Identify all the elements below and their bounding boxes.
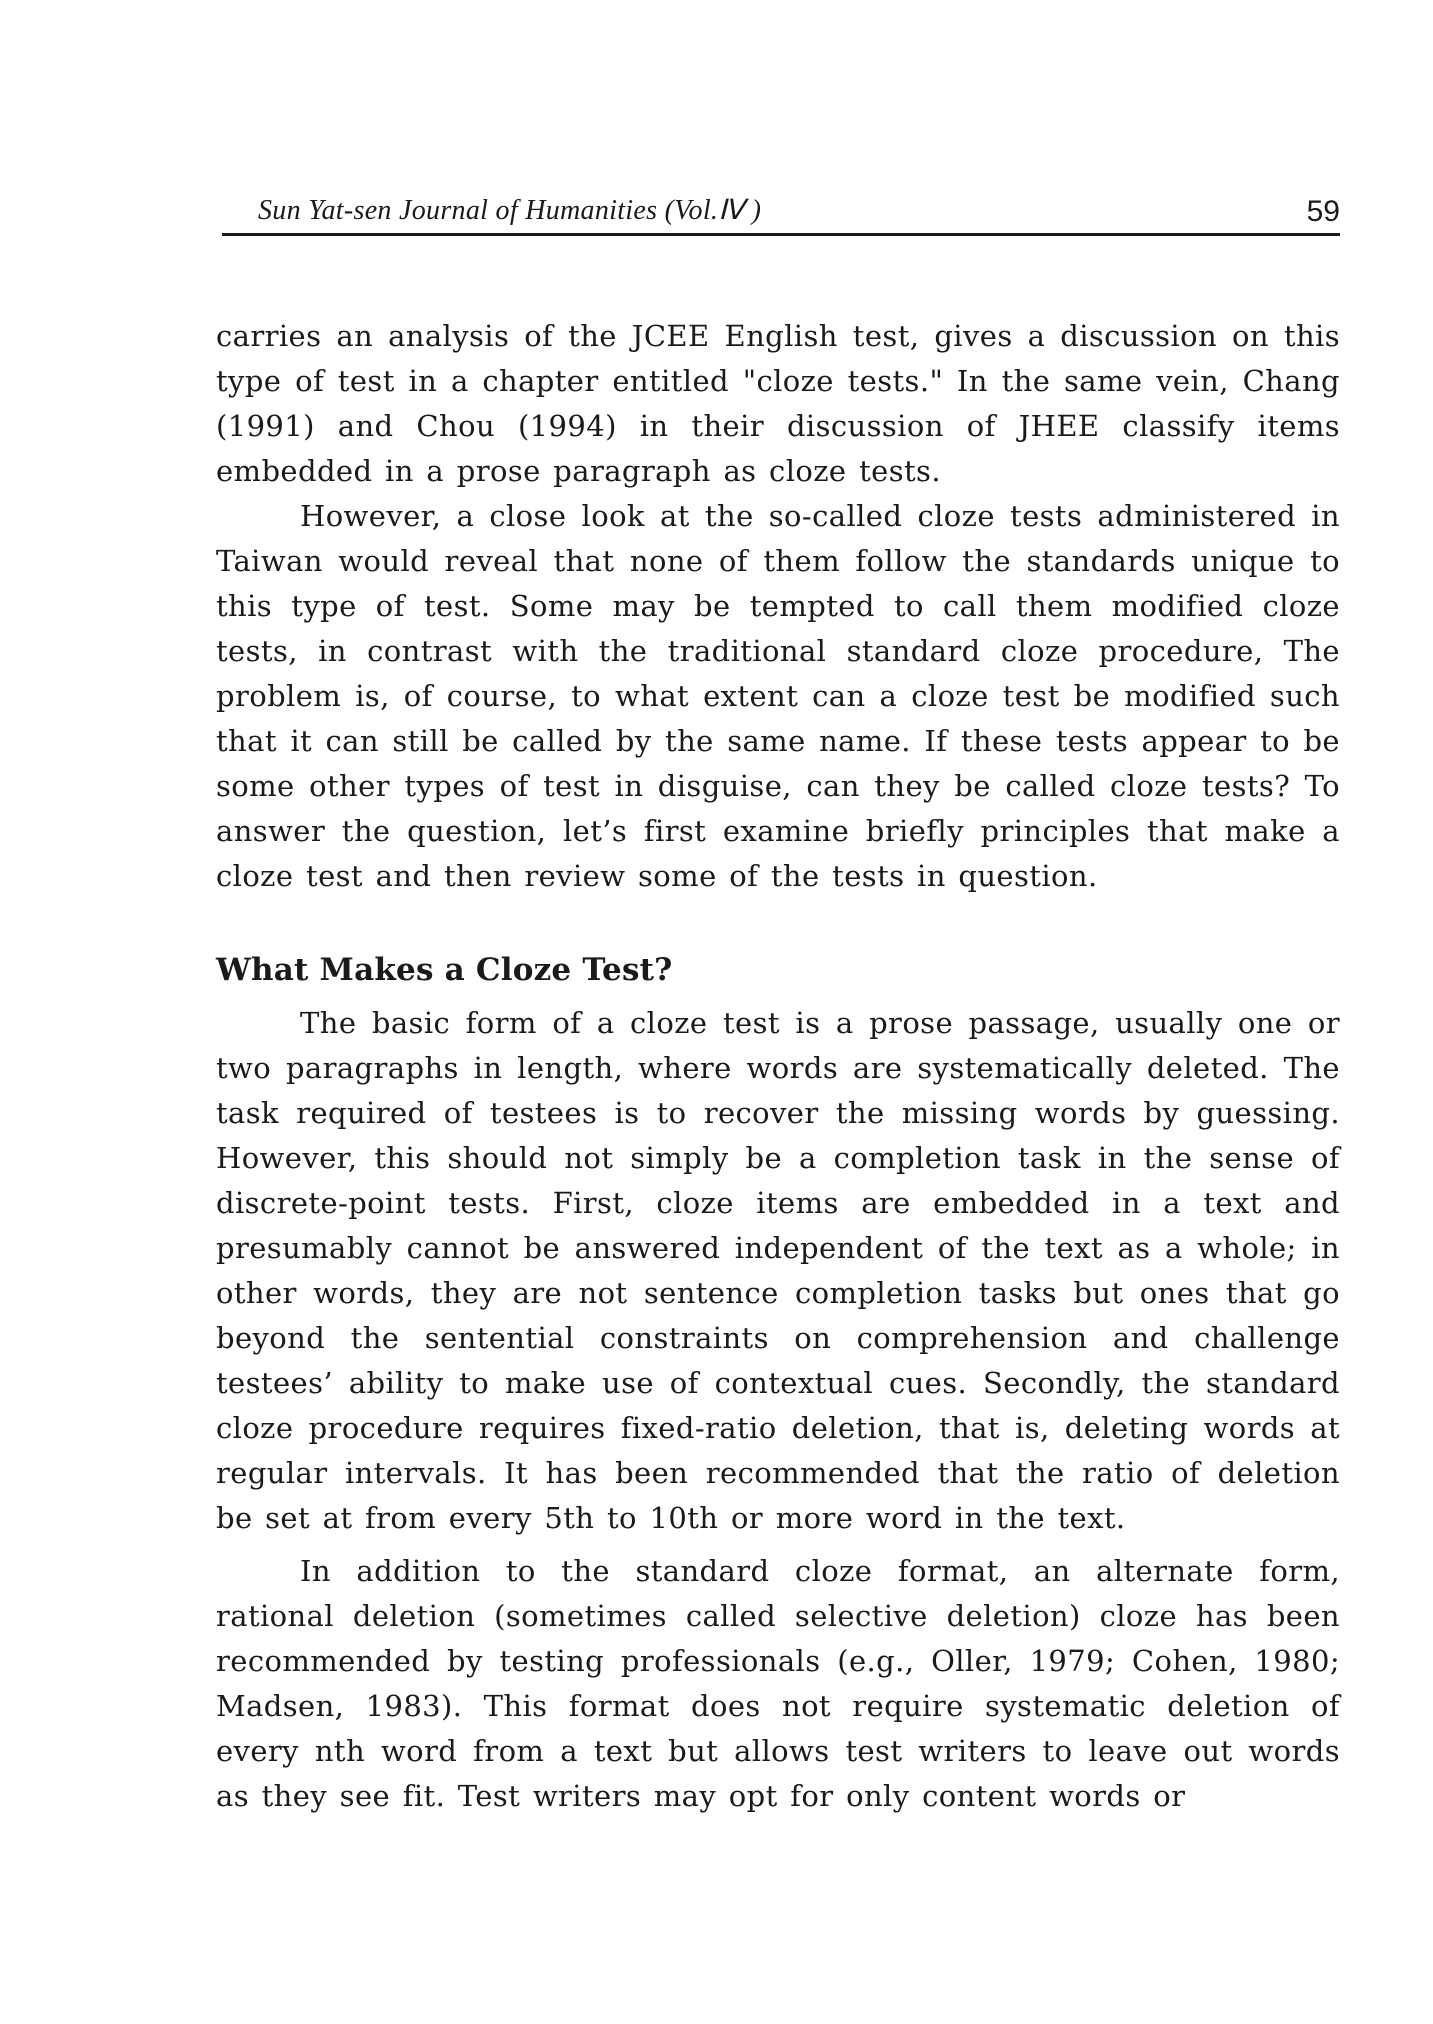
paragraph: The basic form of a cloze test is a prose passage, usually one or two paragraphs in length, where words are systematically deleted. The task required of testees is to recover the missing words by guessing. However, this should not simply be a completion task in the sense of discrete-point tests. First, cloze items are embedded in a text and presumably cannot be answered independent of the text as a whole; in other words, they are not sentence completion tasks but ones that go beyond the sentential constraints on comprehension and challenge testees’ ability to make use of contextual cues. Secondly, the standard cloze procedure requires fixed-ratio deletion, that is, deleting words at regular intervals. It has been recommended that the ratio of deletion be set at from every 5th to 10th or more word in the text. xyxy=(216,1006,1340,1535)
body-text xyxy=(216,314,1340,1819)
paragraph-continued: carries an analysis of the JCEE English test, gives a discussion on this type of test in a chapter entitled "cloze tests." In the same vein, Chang (1991) and Chou (1994) in their discussion of JHEE classify items embedded in a prose paragraph as cloze tests. xyxy=(216,319,1340,488)
paragraph: In addition to the standard cloze format, an alternate form, rational deletion (sometimes called selective deletion) cloze has been recommended by testing professionals (e.g., Oller, 1979; Cohen, 1980; Madsen, 1983). This format does not require systematic deletion of every nth word from a text but allows test writers to leave out words as they see fit. Test writers may opt for only content words or xyxy=(216,1554,1340,1813)
running-header xyxy=(222,185,1340,236)
page-number: 59 xyxy=(1306,195,1340,228)
section-heading: What Makes a Cloze Test? xyxy=(216,952,673,988)
journal-title: Sun Yat-sen Journal of Humanities (Vol.Ⅳ ) xyxy=(258,195,762,226)
paragraph: However, a close look at the so-called cloze tests administered in Taiwan would reveal that none of them follow the standards unique to this type of test. Some may be tempted to call them modified cloze tests, in contrast with the traditional standard cloze procedure, The problem is, of course, to what extent can a cloze test be modified such that it can still be called by the same name. If these tests appear to be some other types of test in disguise, can they be called cloze tests? To answer the question, let’s first examine briefly principles that make a cloze test and then review some of the tests in question. xyxy=(216,499,1340,893)
